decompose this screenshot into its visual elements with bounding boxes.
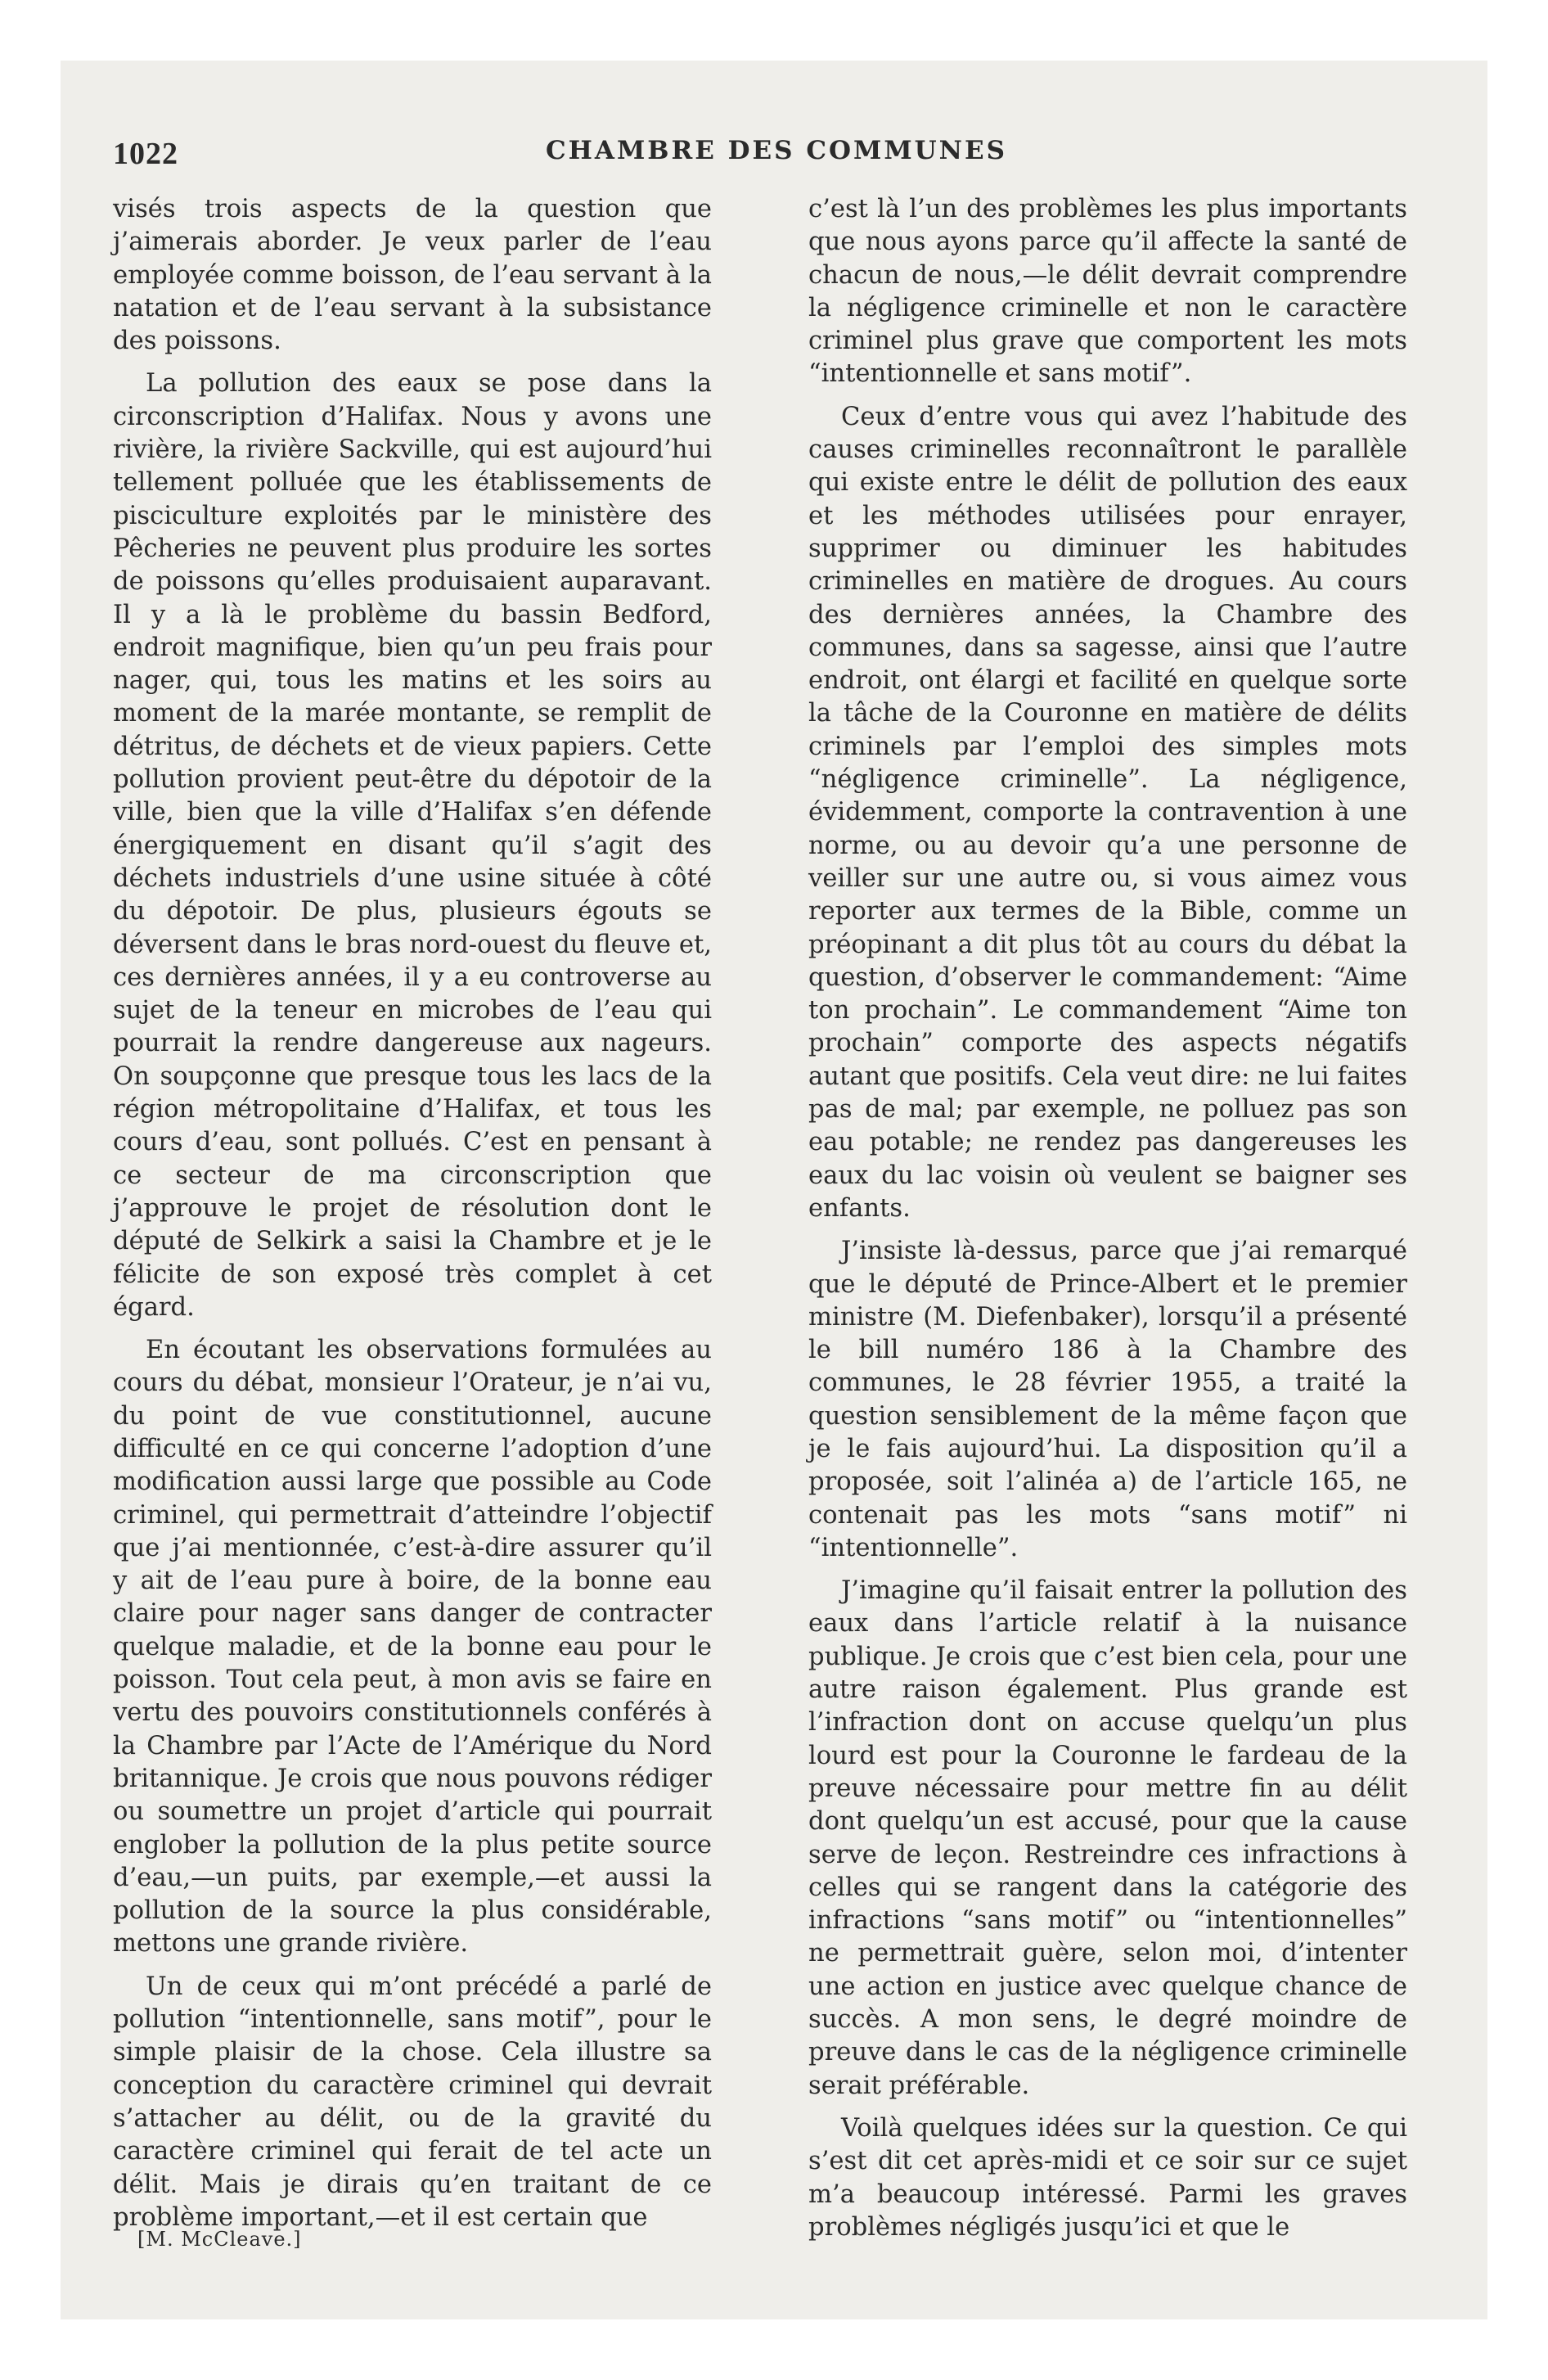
page-header: [113, 136, 1440, 177]
paragraph: Voilà quelques idées sur la question. Ce qui s’est dit cet après-midi et ce soir sur ce sujet m’a beaucoup intéressé. Parmi les graves problèmes négligés jusqu’ici et que le: [808, 2113, 1407, 2242]
page-number: 1022: [113, 137, 178, 171]
running-head: CHAMBRE DES COMMUNES: [545, 136, 1008, 165]
paragraph: J’insiste là-dessus, parce que j’ai remarqué que le député de Prince-Albert et le premier ministre (M. Diefenbaker), lorsqu’il a présenté le bill numéro 186 à la Chambre des communes, le 28 février 1955, a traité la question sensiblement de la même façon que je le fais aujourd’hui. La disposition qu’il a proposée, soit l’alinéa a) de l’article 165, ne contenait pas les mots “sans motif” ni “intentionnelle”.: [808, 1237, 1407, 1562]
paragraph: Ceux d’entre vous qui avez l’habitude des causes criminelles reconnaîtront le parallèle qui existe entre le délit de pollution des eaux et les méthodes utilisées pour enrayer, supprimer ou diminuer les habitudes criminelles en matière de drogues. Au cours des dernières années, la Chambre des communes, dans sa sagesse, ainsi que l’autre endroit, ont élargi et facilité en quelque sorte la tâche de la Couronne en matière de délits criminels par l’emploi des simples mots “négligence criminelle”. La négligence, évidemment, comporte la contravention à une norme, ou au devoir qu’a une personne de veiller sur une autre ou, si vous aimez vous reporter aux termes de la Bible, comme un préopinant a dit plus tôt au cours du débat la question, d’observer le commandement: “Aime ton prochain”. Le commandement “Aime ton prochain” comporte des aspects négatifs autant que positifs. Cela veut dire: ne lui faites pas de mal; par exemple, ne polluez pas son eau potable; ne rendez pas dangereuses les eaux du lac voisin où veulent se baigner ses enfants.: [808, 402, 1407, 1223]
paragraph: visés trois aspects de la question que j’aimerais aborder. Je veux parler de l’eau employée comme boisson, de l’eau servant à la natation et de l’eau servant à la subsistance des poissons.: [113, 195, 712, 356]
paragraph: En écoutant les observations formulées au cours du débat, monsieur l’Orateur, je n’ai vu, du point de vue constitutionnel, aucune difficulté en ce qui concerne l’adoption d’une modification aussi large que possible au Code criminel, qui permettrait d’atteindre l’objectif que j’ai mentionnée, c’est-à-dire assurer qu’il y ait de l’eau pure à boire, de la bonne eau claire pour nager sans danger de contracter quelque maladie, et de la bonne eau pour le poisson. Tout cela peut, à mon avis se faire en vertu des pouvoirs constitutionnels conférés à la Chambre par l’Acte de l’Amérique du Nord britannique. Je crois que nous pouvons rédiger ou soumettre un projet d’article qui pourrait englober la pollution de la plus petite source d’eau,—un puits, par exemple,—et aussi la pollution de la source la plus considérable, mettons une grande rivière.: [113, 1336, 712, 1959]
paragraph: c’est là l’un des problèmes les plus importants que nous ayons parce qu’il affecte la santé de chacun de nous,—le délit devrait comprendre la négligence criminelle et non le caractère criminel plus grave que comportent les mots “intentionnelle et sans motif”.: [808, 195, 1407, 389]
paragraph: Un de ceux qui m’ont précédé a parlé de pollution “intentionnelle, sans motif”, pour le simple plaisir de la chose. Cela illustre sa conception du caractère criminel qui devrait s’attacher au délit, ou de la gravité du caractère criminel qui ferait de tel acte un délit. Mais je dirais qu’en traitant de ce problème important,—et il est certain que: [113, 1972, 712, 2232]
paragraph: J’imagine qu’il faisait entrer la pollution des eaux dans l’article relatif à la nuisance publique. Je crois que c’est bien cela, pour une autre raison également. Plus grande est l’infraction dont on accuse quelqu’un plus lourd est pour la Couronne le fardeau de la preuve nécessaire pour mettre fin au délit dont quelqu’un est accusé, pour que la cause serve de leçon. Restreindre ces infractions à celles qui se rangent dans la catégorie des infractions “sans motif” ou “intentionnelles” ne permettrait guère, selon moi, d’intenter une action en justice avec quelque chance de succès. A mon sens, le degré moindre de preuve dans le cas de la négligence criminelle serait préférable.: [808, 1576, 1407, 2100]
paragraph: La pollution des eaux se pose dans la circonscription d’Halifax. Nous y avons une rivière, la rivière Sackville, qui est aujourd’hui tellement polluée que les établissements de pisciculture exploités par le ministère des Pêcheries ne peuvent plus produire les sortes de poissons qu’elles produisaient auparavant. Il y a là le problème du bassin Bedford, endroit magnifique, bien qu’un peu frais pour nager, qui, tous les matins et les soirs au moment de la marée montante, se remplit de détritus, de déchets et de vieux papiers. Cette pollution provient peut-être du dépotoir de la ville, bien que la ville d’Halifax s’en défende énergiquement en disant qu’il s’agit des déchets industriels d’une usine située à côté du dépotoir. De plus, plusieurs égouts se déversent dans le bras nord-ouest du fleuve et, ces dernières années, il y a eu controverse au sujet de la teneur en microbes de l’eau qui pourrait la rendre dangereuse aux nageurs. On soupçonne que presque tous les lacs de la région métropolitaine d’Halifax, et tous les cours d’eau, sont pollués. C’est en pensant à ce secteur de ma circonscription que j’approuve le projet de résolution dont le député de Selkirk a saisi la Chambre et je le félicite de son exposé très complet à cet égard.: [113, 369, 712, 1322]
left-column: [113, 193, 712, 2244]
speaker-attribution: [M. McCleave.]: [137, 2228, 302, 2251]
right-column: [808, 193, 1407, 2254]
